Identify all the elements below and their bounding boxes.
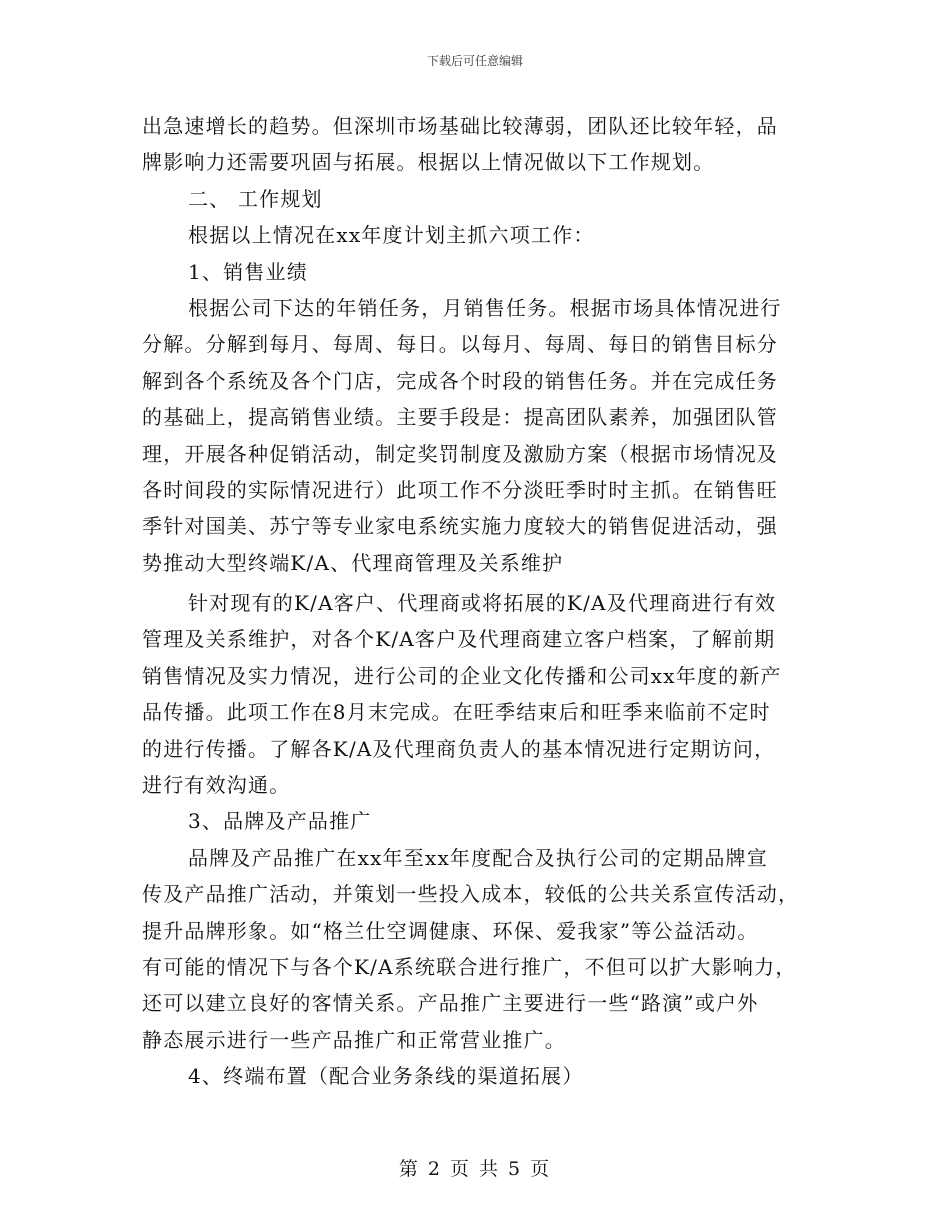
body-line: 还可以建立良好的客情关系。产品推广主要进行一些“路演”或户外 — [142, 991, 759, 1016]
body-line: 根据以上情况在xx年度计划主抓六项工作： — [188, 223, 595, 248]
body-line: 出急速增长的趋势。但深圳市场基础比较薄弱，团队还比较年轻，品 — [142, 114, 778, 138]
body-line: 分解。分解到每月、每周、每日。以每月、每周、每日的销售目标分 — [142, 332, 778, 357]
subsection-heading: 4、终端布置（配合业务条线的渠道拓展） — [188, 1064, 584, 1089]
body-line: 有可能的情况下与各个K/A系统联合进行推广，不但可以扩大影响力， — [142, 954, 797, 979]
body-line: 牌影响力还需要巩固与拓展。根据以上情况做以下工作规划。 — [142, 150, 715, 175]
body-line: 静态展示进行一些产品推广和正常营业推广。 — [142, 1027, 566, 1052]
body-line: 理，开展各种促销活动，制定奖罚制度及激励方案（根据市场情况及 — [142, 441, 778, 466]
body-line: 传及产品推广活动，并策划一些投入成本，较低的公共关系宣传活动， — [142, 882, 800, 907]
body-line: 提升品牌形象。如“格兰仕空调健康、环保、爱我家”等公益活动。 — [142, 918, 759, 943]
subsection-heading: 3、品牌及产品推广 — [188, 809, 372, 834]
body-line: 解到各个系统及各个门店，完成各个时段的销售任务。并在完成任务 — [142, 368, 778, 393]
body-line: 品牌及产品推广在xx年至xx年度配合及执行公司的定期品牌宣 — [188, 845, 768, 870]
body-line: 的进行传播。了解各K/A及代理商负责人的基本情况进行定期访问， — [142, 736, 776, 761]
body-line: 季针对国美、苏宁等专业家电系统实施力度较大的销售促进活动，强 — [142, 514, 778, 539]
body-line: 根据公司下达的年销任务，月销售任务。根据市场具体情况进行 — [188, 295, 782, 320]
body-line: 管理及关系维护，对各个K/A客户及代理商建立客户档案，了解前期 — [142, 627, 776, 652]
page-header-note: 下载后可任意编辑 — [426, 54, 523, 68]
section-heading: 二、 工作规划 — [188, 186, 323, 211]
body-line: 进行有效沟通。 — [142, 773, 291, 798]
body-line: 针对现有的K/A客户、代理商或将拓展的K/A及代理商进行有效 — [188, 591, 777, 616]
body-line: 的基础上，提高销售业绩。主要手段是：提高团队素养，加强团队管 — [142, 405, 778, 430]
body-line: 势推动大型终端K/A、代理商管理及关系维护 — [142, 550, 564, 575]
body-line: 品传播。此项工作在8月末完成。在旺季结束后和旺季来临前不定时 — [142, 700, 771, 725]
body-line: 各时间段的实际情况进行）此项工作不分淡旺季时时主抓。在销售旺 — [142, 477, 778, 502]
subsection-heading: 1、销售业绩 — [188, 259, 308, 284]
document-body — [142, 108, 802, 1095]
body-line: 销售情况及实力情况，进行公司的企业文化传播和公司xx年度的新产 — [142, 663, 782, 688]
page-number: 第 2 页 共 5 页 — [398, 1158, 552, 1180]
